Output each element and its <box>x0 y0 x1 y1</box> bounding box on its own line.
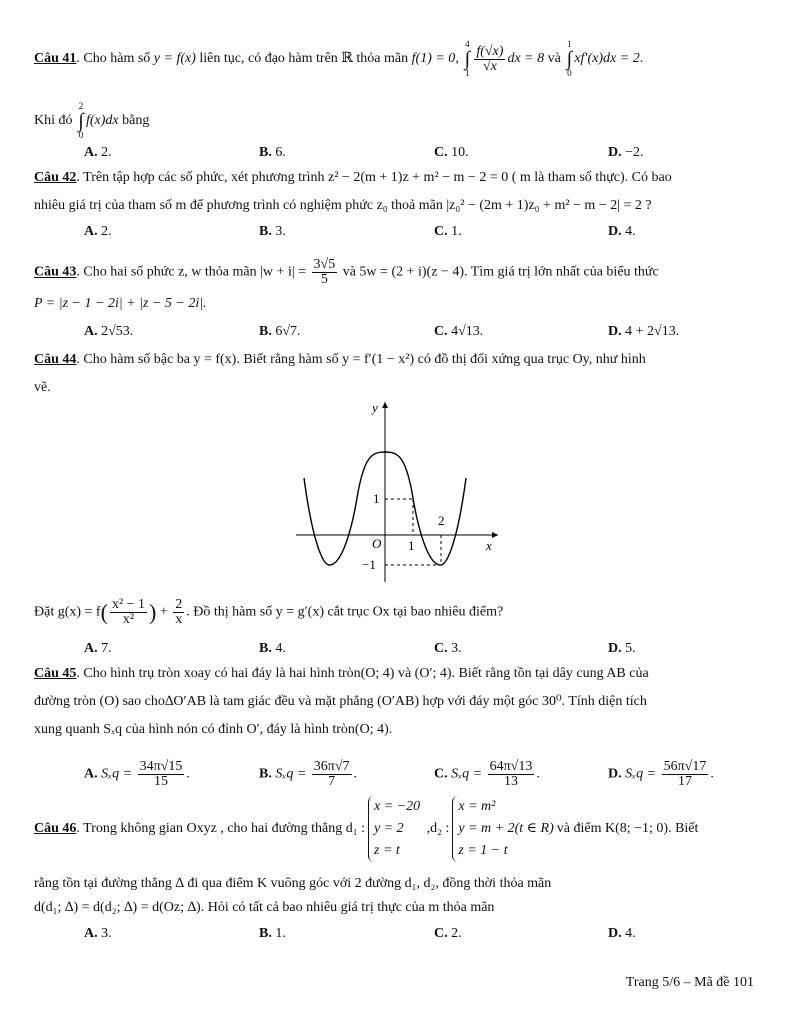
question-label: Câu 41 <box>34 51 77 67</box>
option-c[interactable]: C. Sₓq = $\frac{64\pi√13}{13}$ . <box>434 759 540 789</box>
page-footer: Trang 5/6 – Mã đề 101 <box>625 975 754 990</box>
options-46 <box>84 926 760 946</box>
y-axis-label: y <box>372 400 378 415</box>
integral-sign: 1 ∫ 0 <box>566 39 573 78</box>
option-a[interactable]: A. 3. <box>84 926 112 941</box>
tick-label-x1: 1 <box>408 538 415 553</box>
question-43: Câu 43. Cho hai số phức z, w thỏa mãn |w + i| = $\frac{3√5}{5}$ và 5w = (2 + i)(z − 4). Tìm giá trị lớn nhất của biểu thức <box>34 257 659 287</box>
question-44-line2: vẽ. <box>34 380 51 395</box>
option-d[interactable]: D. 5. <box>608 641 636 656</box>
question-44: Câu 44. Cho hàm số bậc ba y = f(x). Biết rằng hàm số y = f′(1 − x²) có đồ thị đối xứng qua trục Oy, như hình <box>34 352 646 367</box>
options-41 <box>84 145 760 165</box>
question-42-line2: nhiêu giá trị của tham số m để phương trình có nghiệm phức z₀ thoả mãn |z₀² − (2m + 1)z₀ + m² − m − 2| = 2 ? <box>34 198 652 213</box>
option-d[interactable]: D. 4. <box>608 926 636 941</box>
question-label: Câu 45 <box>34 666 77 681</box>
origin-label: O <box>372 536 382 551</box>
fraction: $\frac{2}{x}$ <box>175 597 183 627</box>
question-44-line3: Đặt g(x) = f( $\frac{\text{x² − 1}}{\text{x²}}$ ) + $\frac{2}{x}$ . Đồ thị hàm số y = g′(x) cắt trục Ox tại bao nhiêu điểm? <box>34 597 504 627</box>
line-system-d2: x = m² y = m + 2(t ∈ R) z = 1 − t <box>452 796 553 862</box>
tick-label-ym1: −1 <box>362 557 376 572</box>
question-label: Câu 44 <box>34 352 77 367</box>
integral-sign: 2 ∫ 0 <box>78 101 84 140</box>
fraction: $\frac{\text{x² − 1}}{\text{x²}}$ <box>111 597 146 627</box>
x-axis-label: x <box>486 538 492 553</box>
question-46-line3: d(d₁; ∆) = d(d₂; ∆) = d(Oz; ∆). Hỏi có tất cả bao nhiêu giá trị thực của m thỏa mãn <box>34 900 495 915</box>
question-label: Câu 43 <box>34 264 77 280</box>
question-45: Câu 45. Cho hình trụ tròn xoay có hai đáy là hai hình tròn(O; 4) và (O′; 4). Biết rằng tồn tại dây cung AB của <box>34 666 649 681</box>
options-43 <box>84 324 760 344</box>
options-42 <box>84 224 760 244</box>
question-label: Câu 42 <box>34 170 77 185</box>
option-b[interactable]: B. 1. <box>259 926 286 941</box>
tick-label-y1: 1 <box>373 491 380 506</box>
question-45-line2: đường tròn (O) sao cho∆O′AB là tam giác đều và mặt phẳng (O′AB) hợp với đáy một góc 30⁰. Tính diện tích <box>34 694 647 709</box>
option-a[interactable]: A. 7. <box>84 641 112 656</box>
question-41: Câu 41. Cho hàm số y = f(x) liên tục, có đạo hàm trên ℝ thỏa mãn f(1) = 0, 4 ∫ 1 $\frac{f(√x)}{√x}$ dx = 8 và 1 ∫ 0xf′(x)dx = 2. <box>34 39 644 78</box>
question-42: Câu 42. Trên tập hợp các số phức, xét phương trình z² − 2(m + 1)z + m² − m − 2 = 0 ( m là tham số thực). Có bao <box>34 170 672 185</box>
option-a[interactable]: A. 2√53. <box>84 324 134 339</box>
option-b[interactable]: B. 3. <box>259 224 286 239</box>
question-46: Câu 46. Trong không gian Oxyz , cho hai đường thẳng d₁ :x = −20 y = 2 z = t ,d₂ :x = m² y = m + 2(t ∈ R) z = 1 − tvà điểm K(8; −1; 0). Biết <box>34 796 760 862</box>
option-c[interactable]: C. 1. <box>434 224 462 239</box>
option-b[interactable]: B. 6√7. <box>259 324 301 339</box>
option-a[interactable]: A. 2. <box>84 145 112 160</box>
option-d[interactable]: D. 4. <box>608 224 636 239</box>
option-a[interactable]: A. 2. <box>84 224 112 239</box>
function-graph <box>294 398 504 584</box>
question-label: Câu 46 <box>34 821 77 837</box>
option-c[interactable]: C. 3. <box>434 641 462 656</box>
question-43-line2: P = |z − 1 − 2i| + |z − 5 − 2i|. <box>34 296 207 311</box>
option-d[interactable]: D. −2. <box>608 145 644 160</box>
option-d[interactable]: D. 4 + 2√13. <box>608 324 680 339</box>
fraction: $\frac{3√5}{5}$ <box>313 257 336 287</box>
option-b[interactable]: B. 4. <box>259 641 286 656</box>
option-c[interactable]: C. 10. <box>434 145 469 160</box>
option-b[interactable]: B. 6. <box>259 145 286 160</box>
question-41-line2: Khi đó 2 ∫ 0f(x)dx bằng <box>34 101 150 140</box>
option-d[interactable]: D. Sₓq = $\frac{56\pi√17}{17}$ . <box>608 759 714 789</box>
tick-label-2: 2 <box>438 513 445 528</box>
option-a[interactable]: A. Sₓq = $\frac{34\pi√15}{15}$ . <box>84 759 190 789</box>
question-45-line3: xung quanh Sₓq của hình nón có đỉnh O′, đáy là hình tròn(O; 4). <box>34 722 393 737</box>
option-b[interactable]: B. Sₓq = $\frac{36\pi√7}{7}$ . <box>259 759 358 789</box>
question-46-line2: rằng tồn tại đường thẳng ∆ đi qua điểm K vuông góc với 2 đường d₁, d₂, đồng thời thỏa mãn <box>34 876 552 891</box>
option-c[interactable]: C. 2. <box>434 926 462 941</box>
integral-sign: 4 ∫ 1 <box>464 39 471 78</box>
line-system-d1: x = −20 y = 2 z = t <box>368 796 420 862</box>
option-c[interactable]: C. 4√13. <box>434 324 484 339</box>
options-45 <box>84 759 760 789</box>
options-44 <box>84 641 760 661</box>
fraction: $\frac{f(√x)}{√x}$ <box>476 43 504 74</box>
